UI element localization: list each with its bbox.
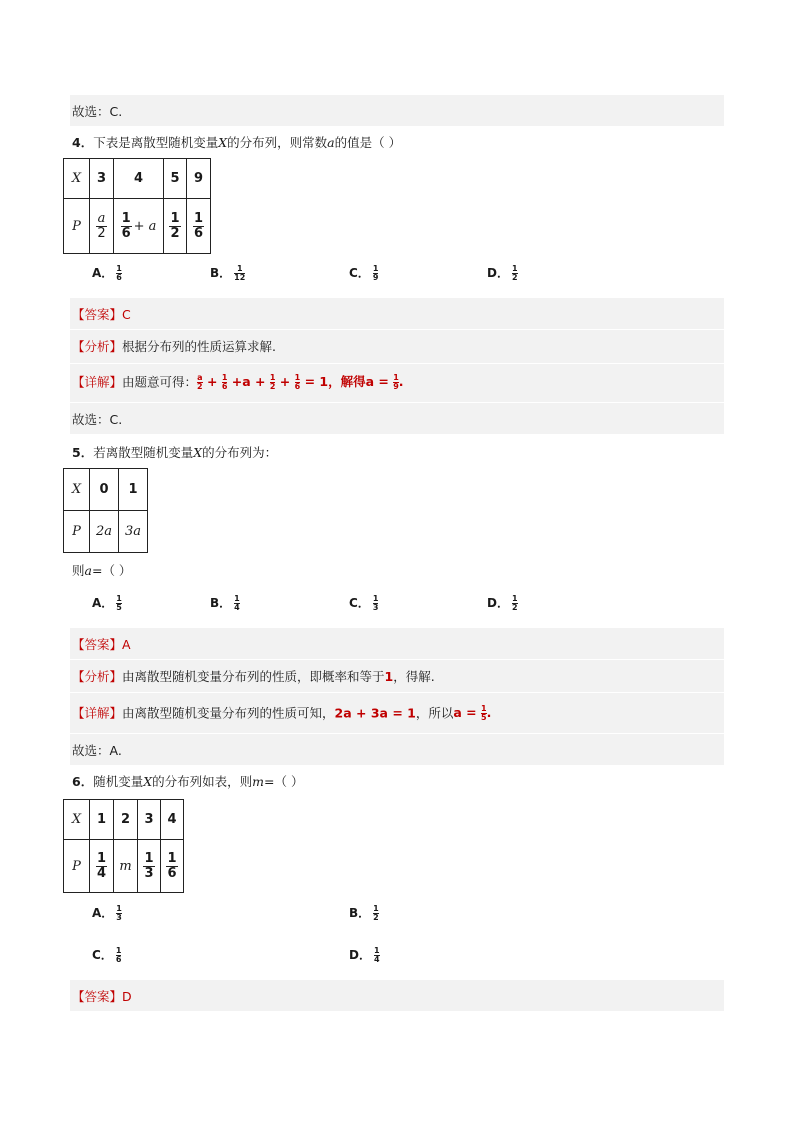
q5-then: 则a=（ ） xyxy=(72,563,132,578)
q4-x-label: X xyxy=(64,159,90,199)
q6-option-d[interactable]: D． $\frac{1}{4}$ xyxy=(349,945,380,964)
q4-answer-band xyxy=(70,298,724,329)
q3-conclusion: 故选：C. xyxy=(72,104,123,119)
q5-x-value: 0 xyxy=(90,469,119,511)
q5-option-b[interactable]: B． $\frac{1}{4}$ xyxy=(210,593,240,612)
q4-p-value: $\frac{1}{2}$ xyxy=(164,199,187,254)
q6-stem: 6．随机变量X的分布列如表，则m=（ ） xyxy=(72,774,304,789)
q4-option-c[interactable]: C． $\frac{1}{9}$ xyxy=(349,263,379,282)
q4-x-value: 3 xyxy=(90,159,114,199)
q5-option-a[interactable]: A． $\frac{1}{5}$ xyxy=(92,593,122,612)
q4-distribution-table xyxy=(63,158,211,254)
q3-conclusion-band xyxy=(70,95,724,126)
q6-answer-band xyxy=(70,980,724,1011)
q5-option-d[interactable]: D． $\frac{1}{2}$ xyxy=(487,593,518,612)
q6-option-b[interactable]: B． $\frac{1}{2}$ xyxy=(349,903,379,922)
q6-answer: 【答案】D xyxy=(72,989,132,1004)
q6-distribution-table xyxy=(63,799,184,893)
q4-conclusion-band xyxy=(70,403,724,434)
q5-x-label: X xyxy=(64,469,90,511)
q5-conclusion-band xyxy=(70,734,724,765)
q6-p-label: P xyxy=(64,840,90,893)
q5-analysis: 【分析】由离散型随机变量分布列的性质，即概率和等于1，得解. xyxy=(72,669,435,684)
q6-option-c[interactable]: C． $\frac{1}{6}$ xyxy=(92,945,122,964)
q6-option-a[interactable]: A． $\frac{1}{3}$ xyxy=(92,903,122,922)
q4-x-value: 9 xyxy=(187,159,211,199)
q5-detail: 【详解】由离散型随机变量分布列的性质可知，2a + 3a = 1，所以a = $\frac{1}{5}$ . xyxy=(72,704,492,723)
q4-x-value: 4 xyxy=(114,159,164,199)
q4-detail: 【详解】由题意可得： $\frac{a}{2}$ + $\frac{1}{6}$ +a + $\frac{1}{2}$ + $\frac{1}{6}$ = 1，解得a = $\frac{1}{9}$ . xyxy=(72,373,404,392)
q5-stem: 5．若离散型随机变量X的分布列为： xyxy=(72,445,278,460)
q4-x-value: 5 xyxy=(164,159,187,199)
q6-x-value: 1 xyxy=(90,800,114,840)
q4-option-a[interactable]: A． $\frac{1}{6}$ xyxy=(92,263,122,282)
q5-p-label: P xyxy=(64,511,90,553)
q5-p-value: 3a xyxy=(119,511,148,553)
q6-p-value: $\frac{1}{6}$ xyxy=(161,840,184,893)
q4-p-value: $\frac{1}{6}$ + a xyxy=(114,199,164,254)
q5-distribution-table xyxy=(63,468,148,553)
q6-x-label: X xyxy=(64,800,90,840)
q5-p-value: 2a xyxy=(90,511,119,553)
q5-x-value: 1 xyxy=(119,469,148,511)
q4-p-value: $\frac{1}{6}$ xyxy=(187,199,211,254)
q4-stem: 4．下表是离散型随机变量X的分布列，则常数a的值是（ ） xyxy=(72,135,402,150)
q5-option-c[interactable]: C． $\frac{1}{3}$ xyxy=(349,593,379,612)
q4-conclusion: 故选：C. xyxy=(72,412,123,427)
q6-x-value: 2 xyxy=(114,800,138,840)
q4-answer: 【答案】C xyxy=(72,307,131,322)
q6-x-value: 4 xyxy=(161,800,184,840)
q4-p-label: P xyxy=(64,199,90,254)
q6-p-value: m xyxy=(114,840,138,893)
q5-answer: 【答案】A xyxy=(72,637,131,652)
q5-answer-band xyxy=(70,628,724,659)
q4-p-value: $\frac{a}{2}$ xyxy=(90,199,114,254)
q4-option-d[interactable]: D． $\frac{1}{2}$ xyxy=(487,263,518,282)
q5-conclusion: 故选：A. xyxy=(72,743,122,758)
q6-x-value: 3 xyxy=(138,800,161,840)
q4-option-b[interactable]: B． $\frac{1}{12}$ xyxy=(210,263,246,282)
q6-p-value: $\frac{1}{3}$ xyxy=(138,840,161,893)
q6-p-value: $\frac{1}{4}$ xyxy=(90,840,114,893)
q4-analysis: 【分析】根据分布列的性质运算求解. xyxy=(72,339,276,354)
